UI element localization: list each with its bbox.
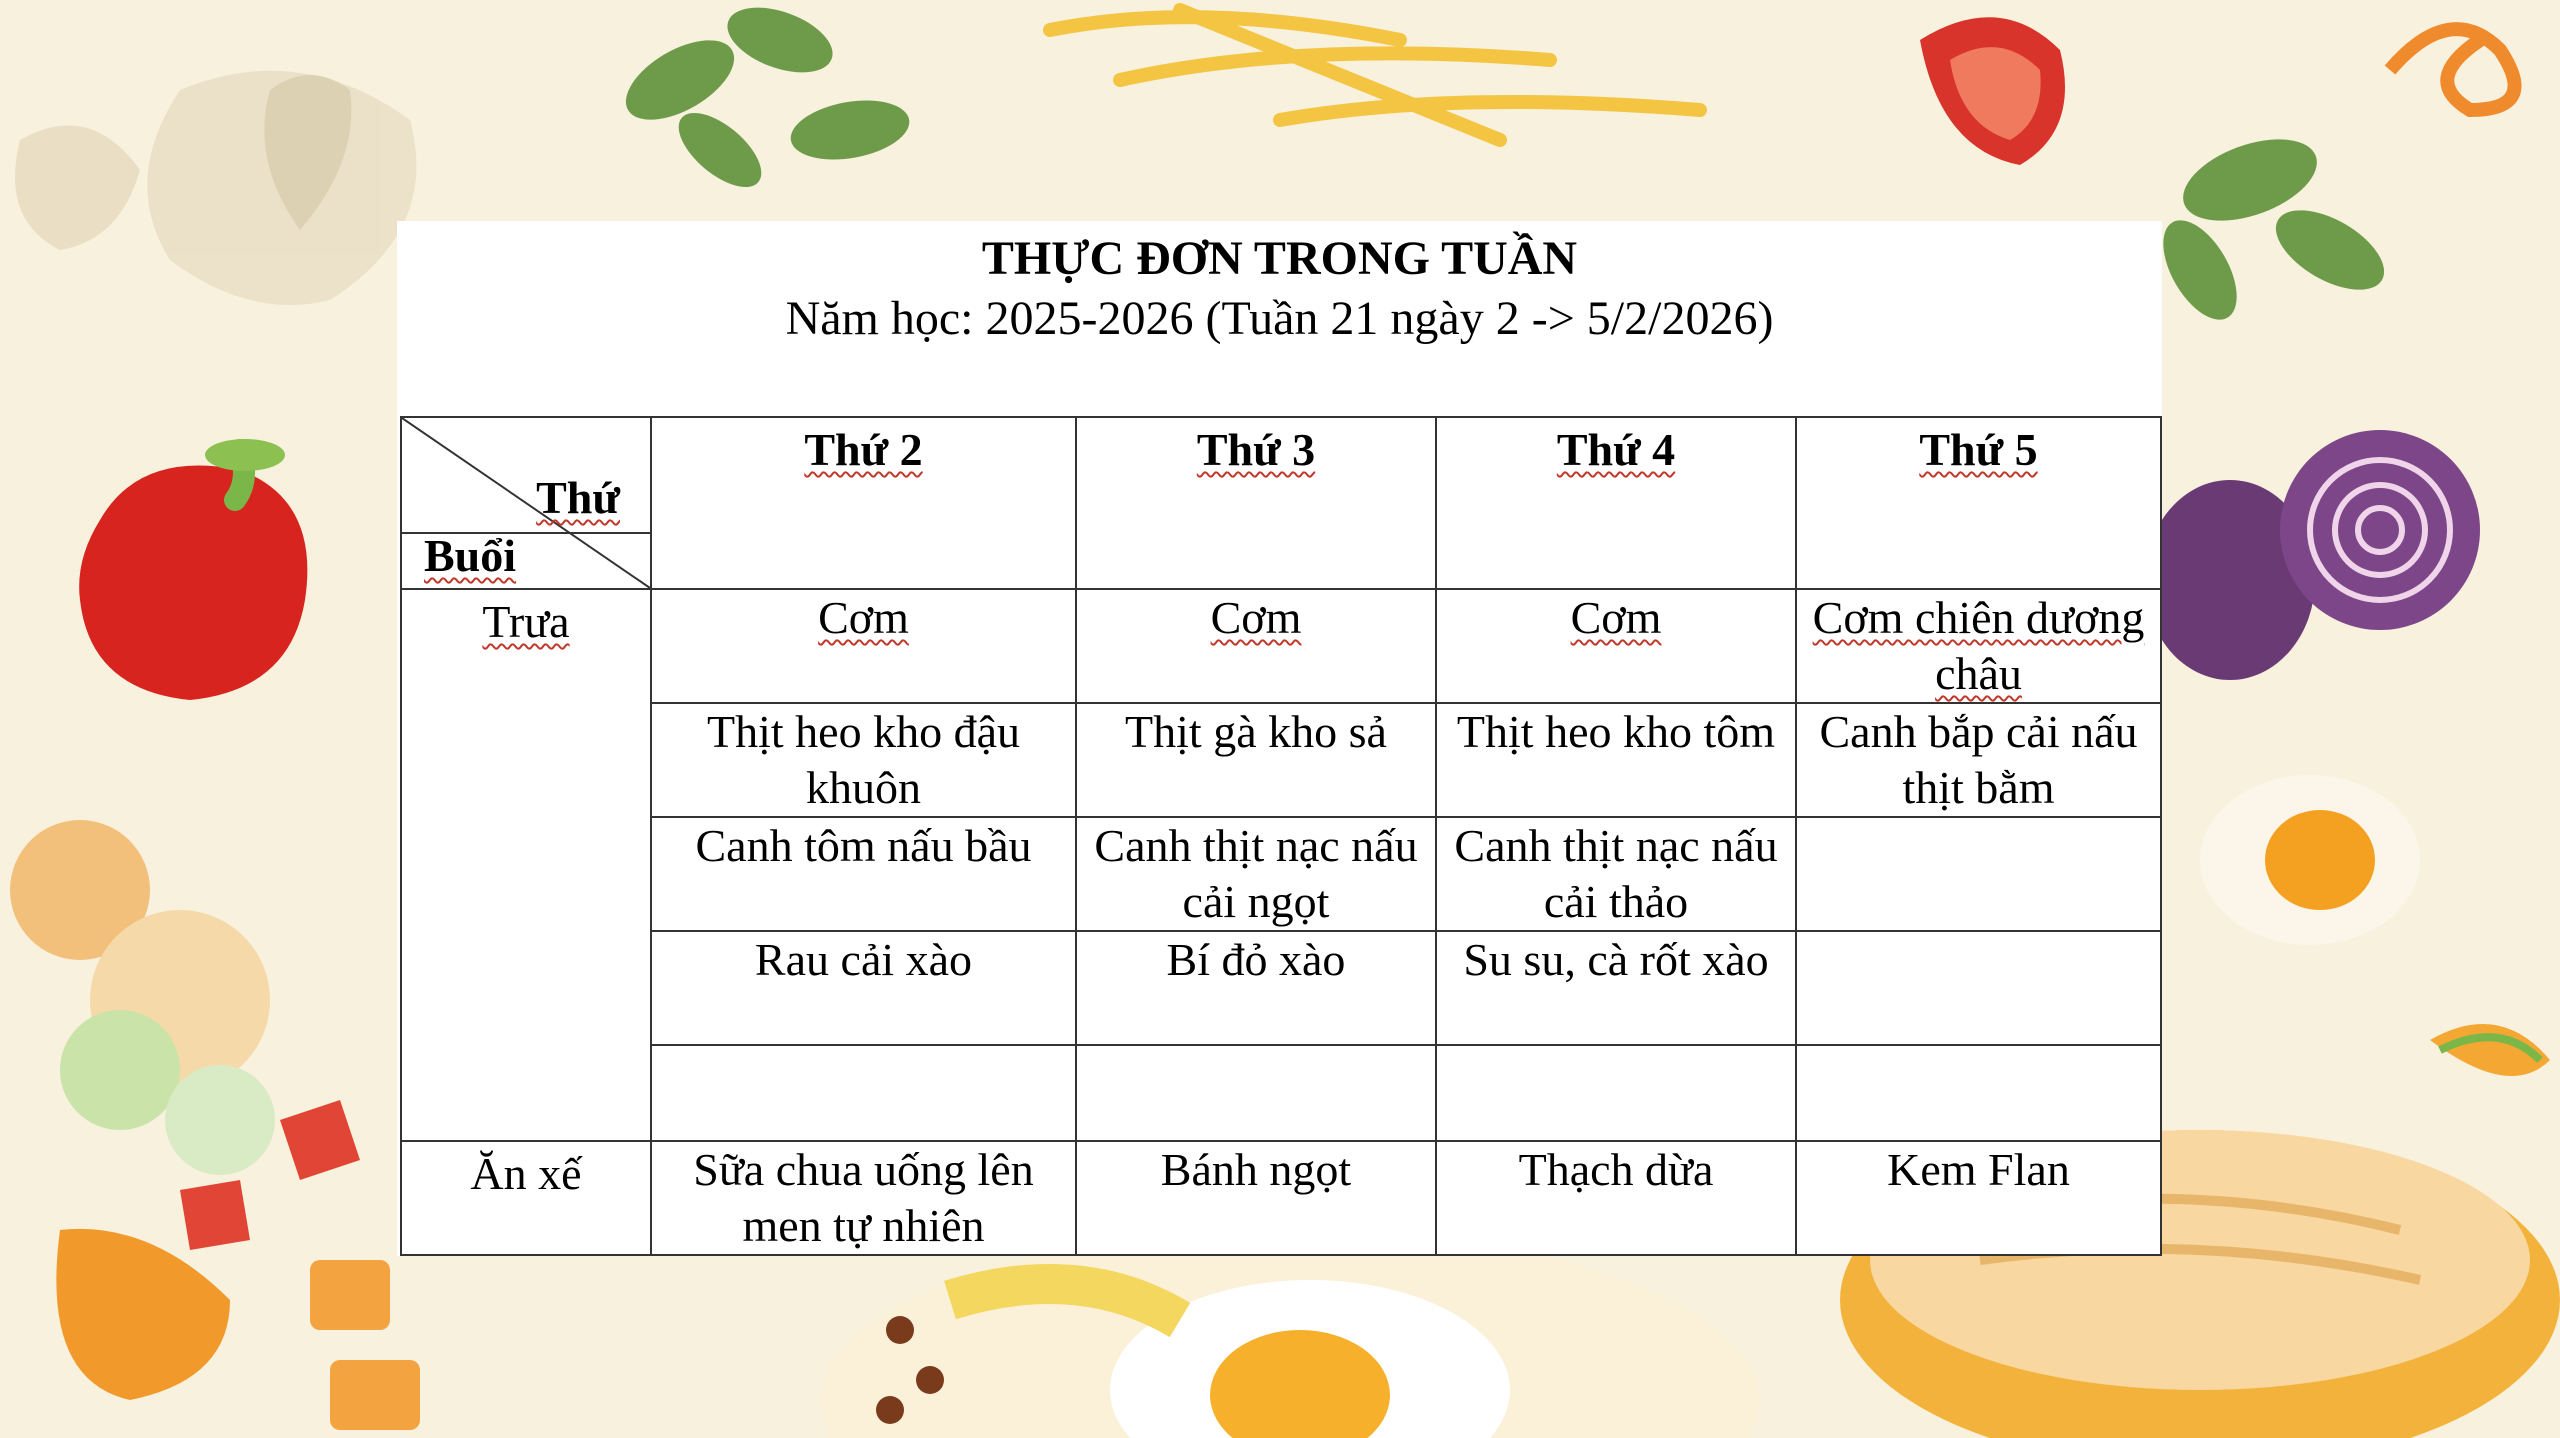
menu-cell: Su su, cà rốt xào (1436, 931, 1796, 1045)
lunch-label: Trưa (401, 589, 651, 1141)
menu-cell (1796, 817, 2161, 931)
menu-cell: Canh thịt nạc nấu cải thảo (1436, 817, 1796, 931)
menu-cell: Bánh ngọt (1076, 1141, 1436, 1255)
day-header: Thứ 5 (1796, 417, 2161, 589)
egg-icon (2200, 775, 2420, 945)
menu-cell (1076, 1045, 1436, 1141)
food-pile-icon (10, 820, 420, 1430)
table-row (401, 1045, 2161, 1141)
snack-label: Ăn xế (401, 1141, 651, 1255)
menu-cell: Thịt heo kho tôm (1436, 703, 1796, 817)
menu-cell (1436, 1045, 1796, 1141)
menu-cell: Kem Flan (1796, 1141, 2161, 1255)
red-pepper-icon (79, 439, 307, 700)
garlic-icon (15, 71, 416, 305)
menu-cell (651, 1045, 1076, 1141)
table-row (401, 817, 2161, 931)
menu-cell: Canh thịt nạc nấu cải ngọt (1076, 817, 1436, 931)
fried-egg-plate-icon (820, 1230, 1760, 1438)
herb-leaves-icon (613, 0, 914, 201)
menu-cell: Cơm chiên dương châu (1796, 589, 2161, 703)
menu-cell: Thịt heo kho đậu khuôn (651, 703, 1076, 817)
menu-cell: Thịt gà kho sả (1076, 703, 1436, 817)
corner-day-label: Thứ (536, 472, 620, 523)
menu-cell: Bí đỏ xào (1076, 931, 1436, 1045)
day-header: Thứ 4 (1436, 417, 1796, 589)
day-header: Thứ 2 (651, 417, 1076, 589)
weekly-menu-table (400, 416, 2162, 1256)
table-row (401, 589, 2161, 703)
noodles-icon (1050, 10, 1700, 140)
menu-cell (1796, 931, 2161, 1045)
menu-card (397, 221, 2162, 1256)
corner-header-cell (401, 417, 651, 589)
pasta-curl-icon (2390, 29, 2515, 110)
day-header: Thứ 3 (1076, 417, 1436, 589)
menu-cell: Canh bắp cải nấu thịt bằm (1796, 703, 2161, 817)
menu-cell: Thạch dừa (1436, 1141, 1796, 1255)
menu-cell: Cơm (1076, 589, 1436, 703)
table-row (401, 1141, 2161, 1255)
tomato-icon (1920, 17, 2065, 165)
menu-cell (1796, 1045, 2161, 1141)
table-row (401, 931, 2161, 1045)
table-row (401, 703, 2161, 817)
menu-title: THỰC ĐƠN TRONG TUẦN (981, 232, 1578, 285)
parsley-icon (2148, 123, 2397, 331)
menu-cell: Cơm (651, 589, 1076, 703)
menu-cell: Sữa chua uống lên men tự nhiên (651, 1141, 1076, 1255)
menu-cell: Cơm (1436, 589, 1796, 703)
menu-subtitle: Năm học: 2025-2026 (Tuần 21 ngày 2 -> 5/2/2026) (785, 292, 1774, 345)
corner-session-label: Buổi (424, 530, 517, 581)
onion-icon (2145, 430, 2480, 680)
menu-cell: Rau cải xào (651, 931, 1076, 1045)
table-header-row (401, 417, 2161, 589)
menu-cell: Canh tôm nấu bầu (651, 817, 1076, 931)
